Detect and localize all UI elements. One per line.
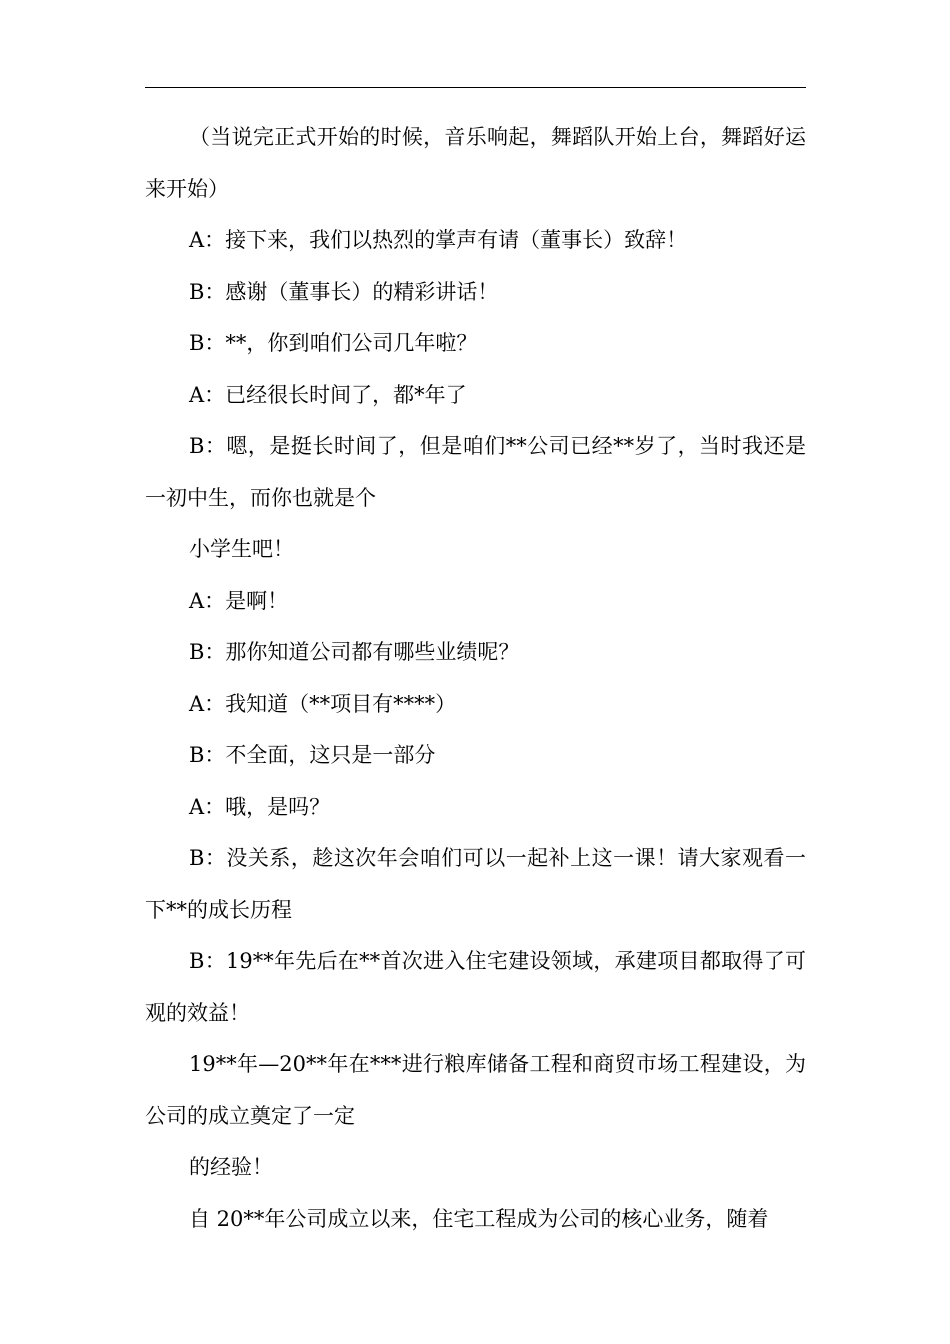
paragraph: 的经验！ <box>189 1155 273 1179</box>
header-rule <box>145 87 806 88</box>
paragraph: 19**年—20**年在***进行粮库储备工程和商贸市场工程建设，为公司的成立奠定了一定 <box>145 1052 806 1128</box>
paragraph: B：感谢（董事长）的精彩讲话！ <box>189 279 499 304</box>
paragraph: B：没关系，趁这次年会咱们可以一起补上这一课！请大家观看一下**的成长历程 <box>145 846 806 922</box>
paragraph: A：是啊！ <box>189 588 289 613</box>
paragraph: （当说完正式开始的时候，音乐响起，舞蹈队开始上台，舞蹈好运来开始） <box>145 125 806 201</box>
paragraph: A：已经很长时间了，都*年了 <box>189 382 467 407</box>
paragraph: B：嗯，是挺长时间了，但是咱们**公司已经**岁了，当时我还是一初中生，而你也就是个 <box>145 434 806 510</box>
paragraph: A：哦，是吗？ <box>189 794 331 819</box>
paragraph: B：19**年先后在**首次进入住宅建设领域，承建项目都取得了可观的效益！ <box>145 949 806 1025</box>
paragraph: 小学生吧！ <box>189 537 294 561</box>
paragraph: A：接下来，我们以热烈的掌声有请（董事长）致辞！ <box>189 228 688 252</box>
document-body <box>145 112 806 1245</box>
paragraph: B：**，你到咱们公司几年啦？ <box>189 331 478 355</box>
paragraph: B：那你知道公司都有哪些业绩呢？ <box>189 640 520 664</box>
paragraph: A：我知道（**项目有****） <box>189 691 457 716</box>
paragraph: 自 20**年公司成立以来，住宅工程成为公司的核心业务，随着 <box>189 1206 769 1231</box>
paragraph: B：不全面，这只是一部分 <box>189 743 436 767</box>
